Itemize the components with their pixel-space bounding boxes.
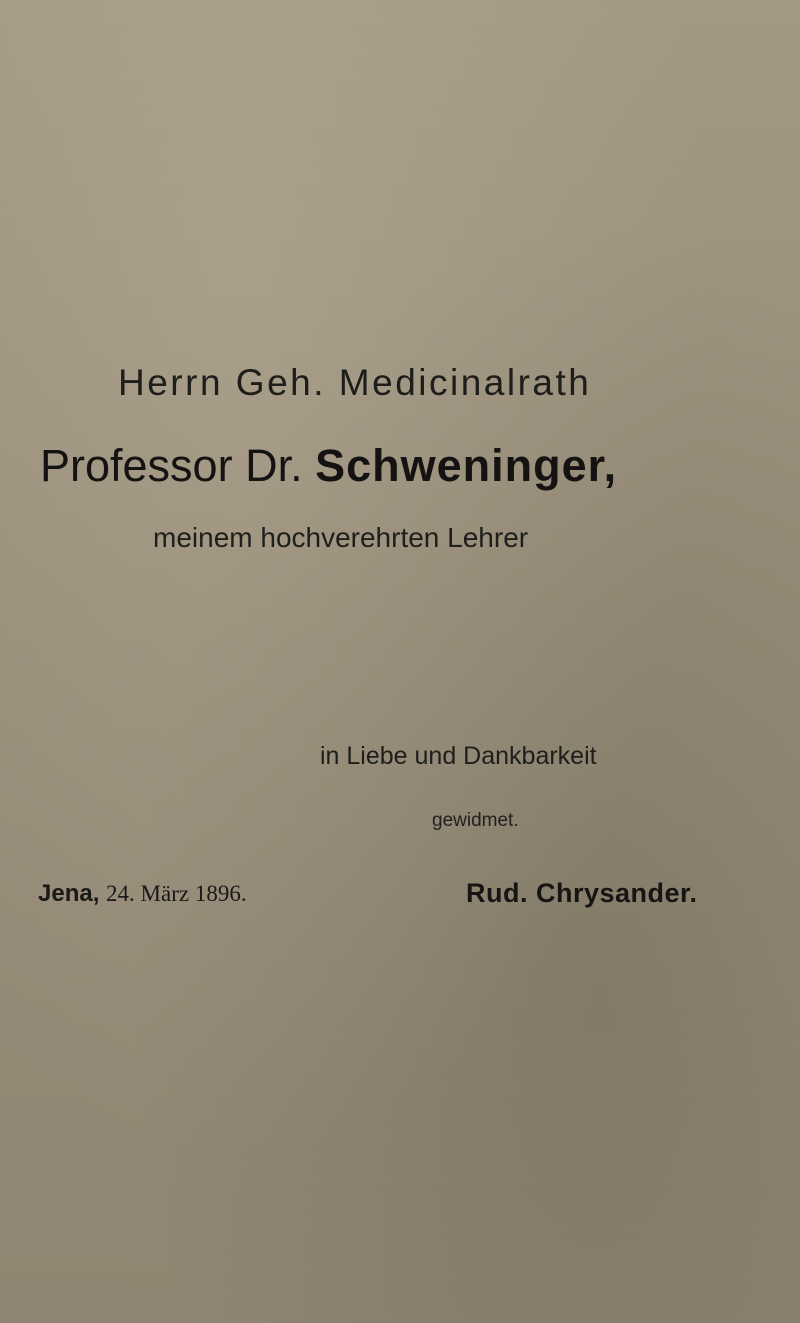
- dedication-relation: meinem hochverehrten Lehrer: [153, 522, 529, 553]
- date: 24. März 1896.: [106, 881, 247, 906]
- place-and-date: [38, 880, 247, 908]
- dedication-recipient: [40, 440, 617, 492]
- author-signature: Rud. Chrysander.: [466, 878, 698, 908]
- place: Jena,: [38, 880, 100, 907]
- recipient-title: Professor Dr.: [40, 440, 316, 491]
- dedication-verb: gewidmet.: [432, 810, 519, 831]
- dedication-honorific: Herrn Geh. Medicinalrath: [118, 362, 592, 403]
- recipient-name: Schweninger,: [315, 440, 618, 491]
- dedication-sentiment: in Liebe und Dankbarkeit: [320, 742, 597, 770]
